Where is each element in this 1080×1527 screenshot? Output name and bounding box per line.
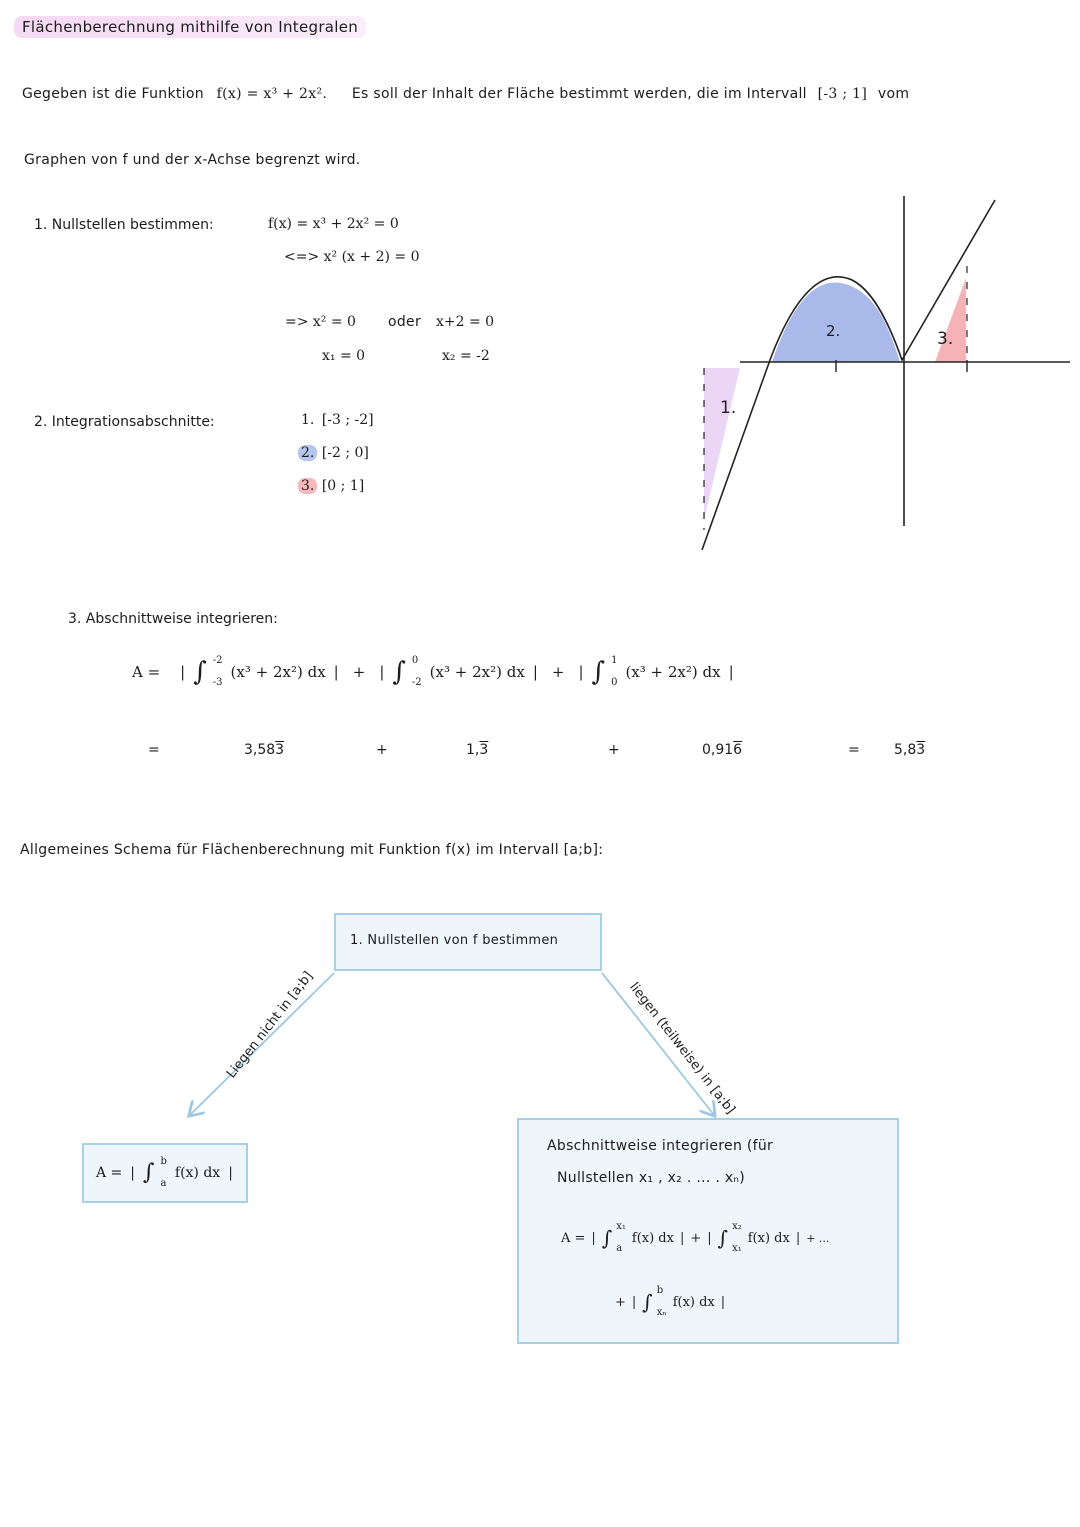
schema-right-formula-2 <box>615 1286 725 1318</box>
step1-label: 1. Nullstellen bestimmen: <box>34 217 214 233</box>
schema-right-upper-3: b <box>656 1285 664 1296</box>
schema-top-box <box>334 913 602 971</box>
schema-right-lower-1: a <box>616 1243 623 1254</box>
graph-area-1 <box>704 368 740 520</box>
schema-left-abs-close: | <box>228 1165 233 1181</box>
schema-right-limits-3 <box>657 1286 667 1318</box>
schema-arrow-right <box>602 973 714 1115</box>
graph-curve <box>702 200 995 550</box>
step1-equation-3b: x+2 = 0 <box>436 314 495 330</box>
schema-right-expression-1: f(x) dx <box>631 1230 674 1246</box>
schema-right-limits-1 <box>616 1222 626 1254</box>
step2-label: 2. Integrationsabschnitte: <box>34 414 215 430</box>
integral-2-upper: 0 <box>411 655 419 666</box>
schema-right-formula-1 <box>561 1222 829 1254</box>
schema-right-A: A = <box>561 1230 586 1246</box>
graph-label-2: 2. <box>826 322 841 340</box>
interval-item-2-number: 2. <box>298 445 317 461</box>
sum-equals-2: = <box>848 742 860 758</box>
schema-right-lower-2: x₁ <box>732 1243 742 1254</box>
step1-solution-1: x₁ = 0 <box>322 348 366 364</box>
value-3 <box>702 742 742 758</box>
schema-right-abs-open-2: | <box>707 1230 712 1246</box>
area-symbol: A = <box>132 663 161 681</box>
value-3-base: 0,91 <box>702 742 734 758</box>
schema-right-dots: + ... <box>806 1231 830 1245</box>
schema-left-formula <box>96 1157 233 1189</box>
intro-text-a: Gegeben ist die Funktion <box>22 86 204 102</box>
abs-bar-close-3: | <box>728 663 734 681</box>
interval-item-1-number: 1. <box>301 412 315 428</box>
schema-right-abs-close-1: | <box>679 1230 685 1246</box>
sum-equals: = <box>148 742 160 758</box>
integral-1-limits <box>213 656 223 688</box>
schema-right-arrow-label: liegen (teilweise) in [a;b] <box>626 980 738 1118</box>
schema-left-integral-sign: ∫ <box>143 1160 155 1185</box>
value-3-repeat: 6 <box>733 742 743 758</box>
schema-right-plus-3: + <box>615 1294 626 1310</box>
value-1-repeat: 3 <box>275 742 285 758</box>
intro-text-b: Es soll der Inhalt der Fläche bestimmt werden, die im Intervall <box>351 86 807 102</box>
sum-plus-2: + <box>608 742 620 758</box>
schema-right-upper-1: x₁ <box>616 1221 626 1232</box>
sum-plus-1: + <box>376 742 388 758</box>
value-1-base: 3,58 <box>244 742 276 758</box>
integral-1-upper: -2 <box>212 655 223 666</box>
value-2-repeat: 3 <box>479 742 489 758</box>
interval-item-1 <box>298 412 374 428</box>
schema-left-lower: a <box>160 1178 167 1189</box>
integral-sign-3: ∫ <box>591 657 606 687</box>
step1-equation-1: f(x) = x³ + 2x² = 0 <box>268 216 399 232</box>
integral-sign-1: ∫ <box>193 657 207 687</box>
step1-or: oder <box>388 314 422 330</box>
schema-left-box <box>82 1143 248 1203</box>
abs-bar-open-3: | <box>578 663 584 681</box>
schema-left-expression: f(x) dx <box>174 1165 221 1181</box>
interval-item-2-value: [-2 ; 0] <box>321 445 369 461</box>
value-2-base: 1, <box>466 742 480 758</box>
integral-3-upper: 1 <box>611 655 618 666</box>
interval-item-1-value: [-3 ; -2] <box>321 412 374 428</box>
integral-3-expression: (x³ + 2x²) dx <box>625 663 721 681</box>
integral-1-expression: (x³ + 2x²) dx <box>230 663 326 681</box>
area-formula <box>132 656 734 688</box>
schema-left-abs-open: | <box>130 1165 136 1181</box>
interval-item-2 <box>298 445 369 461</box>
schema-right-line-1: Abschnittweise integrieren (für <box>547 1138 774 1154</box>
interval-text: [-3 ; 1] <box>817 86 868 102</box>
schema-right-box <box>517 1118 899 1344</box>
plus-2: + <box>551 663 565 681</box>
schema-right-expression-3: f(x) dx <box>672 1294 715 1310</box>
intro-line-2: Graphen von f und der x-Achse begrenzt wird. <box>24 152 361 168</box>
plus-1: + <box>352 663 366 681</box>
abs-bar-close-1: | <box>333 663 339 681</box>
interval-item-3 <box>298 478 364 494</box>
schema-right-abs-close-2: | <box>795 1230 801 1246</box>
intro-text-c: vom <box>877 86 910 102</box>
abs-bar-open-1: | <box>180 663 186 681</box>
value-1 <box>244 742 284 758</box>
schema-right-integral-sign-1: ∫ <box>601 1226 613 1250</box>
schema-right-abs-open-1: | <box>591 1230 596 1246</box>
result-value <box>894 742 925 758</box>
step1-equation-3a: => x² = 0 <box>285 314 356 330</box>
function-definition: f(x) = x³ + 2x². <box>216 86 328 102</box>
schema-right-expression-2: f(x) dx <box>747 1230 790 1246</box>
integral-3-limits <box>611 656 617 688</box>
result-base: 5,8 <box>894 742 917 758</box>
schema-heading: Allgemeines Schema für Flächenberechnung mit Funktion f(x) im Intervall [a;b]: <box>20 842 604 858</box>
schema-right-abs-close-3: | <box>720 1294 726 1310</box>
page-title: Flächenberechnung mithilfe von Integralen <box>14 16 366 38</box>
schema-right-lower-3: xₙ <box>656 1307 667 1318</box>
abs-bar-close-2: | <box>532 663 538 681</box>
schema-left-limits <box>160 1157 166 1189</box>
intro-line-1 <box>22 86 909 102</box>
schema-right-upper-2: x₂ <box>732 1221 742 1232</box>
graph-label-1: 1. <box>720 398 737 418</box>
integral-2-expression: (x³ + 2x²) dx <box>429 663 525 681</box>
abs-bar-open-2: | <box>379 663 385 681</box>
schema-right-integral-sign-3: ∫ <box>642 1290 653 1314</box>
result-repeat: 3 <box>916 742 926 758</box>
function-graph <box>640 190 1070 560</box>
schema-left-arrow-label: Liegen nicht in [a;b] <box>224 969 317 1082</box>
integral-sign-2: ∫ <box>392 657 406 687</box>
step1-equation-2: <=> x² (x + 2) = 0 <box>284 249 420 265</box>
schema-right-integral-sign-2: ∫ <box>717 1226 729 1250</box>
schema-right-plus-1: + <box>690 1230 702 1246</box>
graph-area-3 <box>935 278 966 362</box>
step3-label: 3. Abschnittweise integrieren: <box>68 611 278 627</box>
integral-1-lower: -3 <box>212 677 223 688</box>
integral-3-lower: 0 <box>611 677 618 688</box>
interval-item-3-number: 3. <box>298 478 317 494</box>
value-2 <box>466 742 488 758</box>
graph-label-3: 3. <box>937 329 954 349</box>
integral-2-limits <box>412 656 422 688</box>
schema-top-box-text: 1. Nullstellen von f bestimmen <box>350 933 559 948</box>
integral-2-lower: -2 <box>411 677 422 688</box>
schema-left-A: A = <box>96 1165 123 1181</box>
schema-right-limits-2 <box>732 1222 742 1254</box>
schema-right-abs-open-3: | <box>631 1294 637 1310</box>
schema-right-line-2: Nullstellen x₁ , x₂ . ... . xₙ) <box>557 1170 746 1186</box>
interval-item-3-value: [0 ; 1] <box>321 478 365 494</box>
schema-left-upper: b <box>160 1156 167 1167</box>
step1-solution-2: x₂ = -2 <box>442 348 490 364</box>
